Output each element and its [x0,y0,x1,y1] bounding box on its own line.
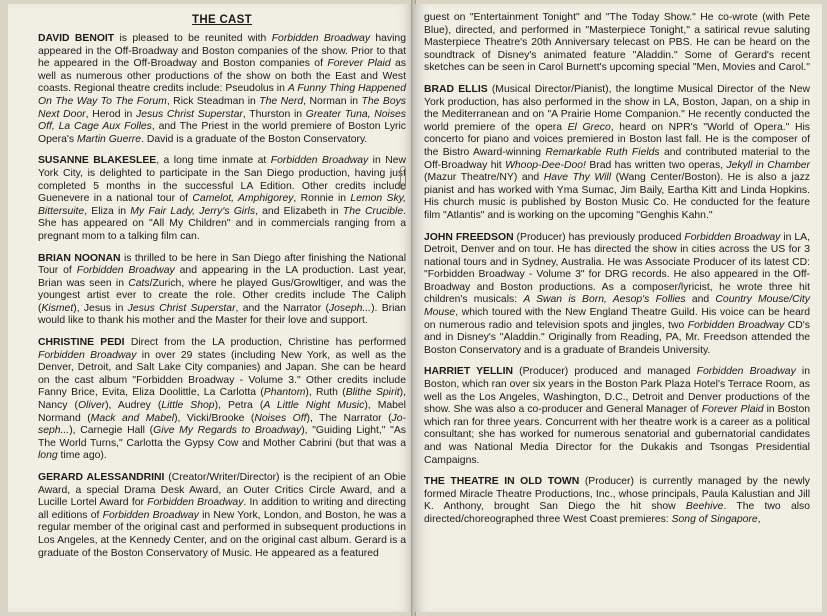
bio-title-italic: Little Shop [161,400,215,412]
bio-title-italic: Forbidden Broadway [38,349,137,361]
bio-text: is thrilled to be here in San Diego after finishing the National Tour of [38,252,407,277]
bio-title-italic: Forbidden Broadway [147,497,244,509]
bio-text: (Musical Director/Pianist), the longtime Musical Director of the New York production, has also performed in the show in LA, Boston, Japan, on a ship in the Mediterranean and on "A Prairie Home Companion." He recently conducted the world premiere of the opera [424,83,810,133]
bio-title-italic: Blithe Spirit [345,387,400,399]
bio-text: ), Mabel Normand ( [38,400,406,424]
bio-text: ), The Narrator ( [306,412,392,424]
bio-paragraph [38,253,406,329]
bio-text: , Thurston in [242,108,306,120]
bio-text: (Creator/Writer/Director) is the recipient of an Obie Award, a special Drama Desk Award, an Outer Critics Circle Award, and a Lucille Lortel Award for [38,472,406,509]
bio-text: in New York City, is delighted to participate in the San Diego production, having just completed 5 months in the successful LA Edition. Other credits include Guenevere in a national tour of [38,155,406,205]
page-title: THE CAST [192,14,252,26]
bio-title-italic: Forbidden Broadway [102,509,199,521]
right-bios [424,12,810,527]
bio-text: ), Ruth ( [305,387,346,399]
bio-title-italic: Martin Guerre [76,133,142,145]
bio-title-italic: Forever Plaid [327,58,391,70]
bio-paragraph [424,476,810,526]
bio-text: Brad has written two operas, [585,159,727,171]
bio-title-italic: A Little Night Music [263,400,365,412]
bio-title-italic: Forbidden Broadway [271,33,371,44]
bio-text: (Producer) produced and managed [513,366,697,378]
bio-text: , Herod in [85,108,137,120]
bio-text: . In addition to writing and directing all editions of [38,497,406,521]
left-column [38,14,406,569]
bio-title-italic: Forever Plaid [701,404,764,416]
bio-text: . The two also directed/choreographed three West Coast premieres: [424,501,810,525]
bio-paragraph [38,33,406,146]
bio-title-italic: Mack and Mabel [90,412,175,424]
bio-text: in LA, Detroit, Denver and on tour. He has directed the show in cities across the US for 3 national tours and in Sydney, Australia. He was Associate Producer of its latest CD: "Forbidden Broadway - Volume 3" for DRG records. He also appeared in the Off-Broadway and Boston productions. As a composer/lyricist, he wrote three hit children's musicals: [424,231,810,306]
bio-text: and appearing in the LA production. Last year, Brian was seen in [38,265,406,289]
bio-title-italic: Jesus Christ Superstar [136,108,243,120]
bio-title-italic: Lemon Sky, Bittersuite [38,193,406,217]
bio-text: (Mazur Theatre/NY) and [424,172,544,184]
bio-title-italic: Song of Singapore [671,513,758,525]
bio-title-italic: Have Thy Will [543,172,612,184]
left-bios [38,33,406,560]
bio-paragraph [424,84,810,223]
bio-text: (Wang Center/Boston). He is also a jazz pianist and has worked with Yma Sumac, Jim Baily, Eartha Kitt and Linda Hopkins. His church music is published by Boston Music Co. He conducted for the feature film "Atlantis" and is working on the upcoming "Genghis Kahn." [424,172,810,221]
staple-top [400,166,406,190]
bio-title-italic: The Crucible [342,205,404,217]
bio-text: , Norman in [303,95,362,107]
bio-text: and contributed material to the Off-Broadway hit [424,146,810,171]
bio-paragraph [38,155,406,243]
right-column [424,12,810,536]
bio-title-italic: Give My Regards to Broadway [153,425,302,437]
bio-title-italic: Cats [128,277,150,289]
bio-title-italic: Forbidden Broadway [76,265,175,277]
bio-text: in over 29 states (including New York, as well as the Denver, Detroit, and Salt Lake City companies) and Japan. She can be heard on the cast album "Forbidden Broadway - Volume 3." Other credits include Fanny Brice, Evita, Eliza Doolittle, La Carlotta ( [38,349,406,399]
bio-title-italic: A Swan is Born, Aesop's Follies [523,294,686,306]
bio-name: GERARD ALESSANDRINI [38,472,165,483]
bio-text: ), Jesus in [73,302,128,314]
bio-text: , Ronnie in [293,193,351,205]
bio-text: is pleased to be reunited with [114,33,272,44]
bio-title-italic: My Fair Lady, Jerry's Girls [130,205,256,217]
bio-name: HARRIET YELLIN [424,366,514,378]
bio-title-italic: Beehive [685,501,724,513]
bio-title-italic: El Greco [567,121,611,133]
bio-paragraph [424,232,810,358]
bio-text: ), Carnegie Hall ( [69,425,154,437]
bio-text: , and Elizabeth in [255,205,343,217]
bio-text: , heard on NPR's "World of Opera." His concerto for piano and voices premiered in Boston last fall. He is the composer of the Bistro Award-winning [424,121,810,158]
bio-title-italic: The Nerd [259,95,304,107]
bio-title-italic: Greater Tuna, Noises Off, La Cage Aux Folles [38,108,406,133]
bio-text: guest on "Entertainment Tonight" and "The Today Show." He co-wrote (with Pete Blue), directed, and performed in "Masterpiece Tonight," a satirical revue saluting Masterpiece Theatre's 20th Anniversary telecast on PBS. He can be heard on the soundtrack of Disney's animated feature "Aladdin." Some of Gerard's recent sketches can be seen in Carol Burnett's upcoming special "Men, Movies and Carol." [424,12,810,74]
bio-paragraph [38,337,406,463]
bio-paragraph [424,366,810,467]
bio-text: in Boston, which ran over six years in the Boston Park Plaza Hotel's Terrace Room, as well as the Los Angeles, Washington, D.C., Detroit and Denver productions of the show. She was also a co-producer and General Manager of [424,366,810,416]
bio-title-italic: Kismet [41,302,74,314]
bio-title-italic: Forbidden Broadway [687,319,785,331]
bio-name: SUSANNE BLAKESLEE [38,155,157,167]
bio-text: in New York, London, and Boston, he was a regular member of the original cast and performed in subsequent productions in Los Angeles, at the Kennedy Center, and on the original cast album. Gerard is a graduate of the Boston Conservatory of Music. He appeared as a featured [38,509,406,559]
bio-title-italic: The Boys Next Door [38,95,407,120]
bio-text: having appeared in the Off-Broadway and Boston companies of the show. Prior to that he appeared in the Off-Broadway and Boston companies of [38,33,406,70]
bio-paragraph [424,12,810,75]
bio-title-italic: Noises Off [254,412,307,424]
bio-text: , and The Priest in the world premiere of Boston Lyric Opera's [38,121,406,145]
bio-text: , Eliza in [84,205,131,217]
bio-text: , which toured with the New England Theatre Guild. His voice can be heard on numerous radio and television spots and jingles, two [424,307,810,331]
bio-title-italic: Joseph... [328,302,372,314]
bio-text: as well as numerous other productions of the show on both the East and West coasts. Regional theatre credits include: Pseudolus in [38,58,406,95]
left-page [8,4,413,612]
bio-name: DAVID BENOIT [38,33,115,44]
right-page [414,4,822,612]
bio-title-italic: Jekyll in Chamber [726,159,811,171]
bio-title-italic: A Funny Thing Happened On The Way To The Forum [38,83,406,107]
bio-title-italic: Camelot, Amphigorey [192,193,294,205]
bio-text: , [757,513,761,525]
bio-text: CD's and in Disney's "Aladdin." Originally from Reading, PA, Mr. Freedson attended the Boston Conservatory and is a graduate of Brandeis University. [424,319,810,356]
bio-name: BRAD ELLIS [424,83,488,95]
bio-title-italic: Remarkable Ruth Fields [545,146,660,158]
bio-title-italic: Forbidden Broadway [270,155,369,167]
bio-text: ), Petra ( [214,400,264,412]
bio-title-italic: Oliver [77,400,106,412]
bio-text: , and the Narrator ( [235,302,329,314]
bio-text: Direct from the LA production, Christine has performed [124,337,407,349]
bio-text: time ago). [57,450,107,462]
bio-text: . She has appeared on "All My Children" and in commercials ranging from a pregnant mom to a talking film can. [38,205,407,242]
bio-title-italic: Jo-seph... [38,412,406,437]
bio-text: ). Brian would like to thank his mother and the Master for their love and support. [38,302,406,327]
bio-title-italic: Jesus Christ Superstar [127,302,236,314]
bio-title-italic: Whoop-Dee-Doo! [505,159,586,171]
bio-name: JOHN FREEDSON [424,231,514,243]
bio-text: , a long time inmate at [156,155,271,167]
bio-text: ), "Guiding Light," "As The World Turns," Carlotta the Gypsy Cow and Mother Cabrini (but that was a [38,425,406,449]
bio-text: (Producer) is currently managed by the newly formed Miracle Theatre Productions, Inc., whose principals, Paula Kalustian and Jill K. Anthony, brought San Diego the hit show [424,476,811,513]
bio-text: and [685,294,716,306]
bio-title-italic: Forbidden Broadway [696,366,796,378]
bio-name: BRIAN NOONAN [38,252,121,264]
bio-text: , Rick Steadman in [166,95,260,107]
bio-text: ), Vicki/Brooke ( [174,412,255,424]
bio-title-italic: Forbidden Broadway [684,231,781,243]
bio-title-italic: Country Mouse/City Mouse [424,294,810,319]
bio-text: (Producer) has previously produced [513,231,685,243]
bio-text: in Boston which ran for three years. Concurrent with her theatre work is a career as a political consultant; she has worked for numerous senatorial and gubernatorial candidates and was National Media Director for the Dukakis and Tsongas Presidential Campaigns. [424,404,811,466]
bio-title-italic: Phantom [263,387,306,399]
bio-name: THE THEATRE IN OLD TOWN [424,476,580,488]
bio-paragraph [38,472,406,560]
bio-text: ), Nancy ( [38,387,406,412]
bio-title-italic: long [38,450,58,462]
bio-name: CHRISTINE PEDI [38,337,125,349]
bio-text: ), Audrey ( [105,400,162,412]
bio-text: /Zurich, where he played Gus/Growltiger, and was the youngest artist ever to create the role. Other credits include The Caliph ( [38,277,406,314]
bio-text: . David is a graduate of the Boston Conservatory. [141,133,368,145]
